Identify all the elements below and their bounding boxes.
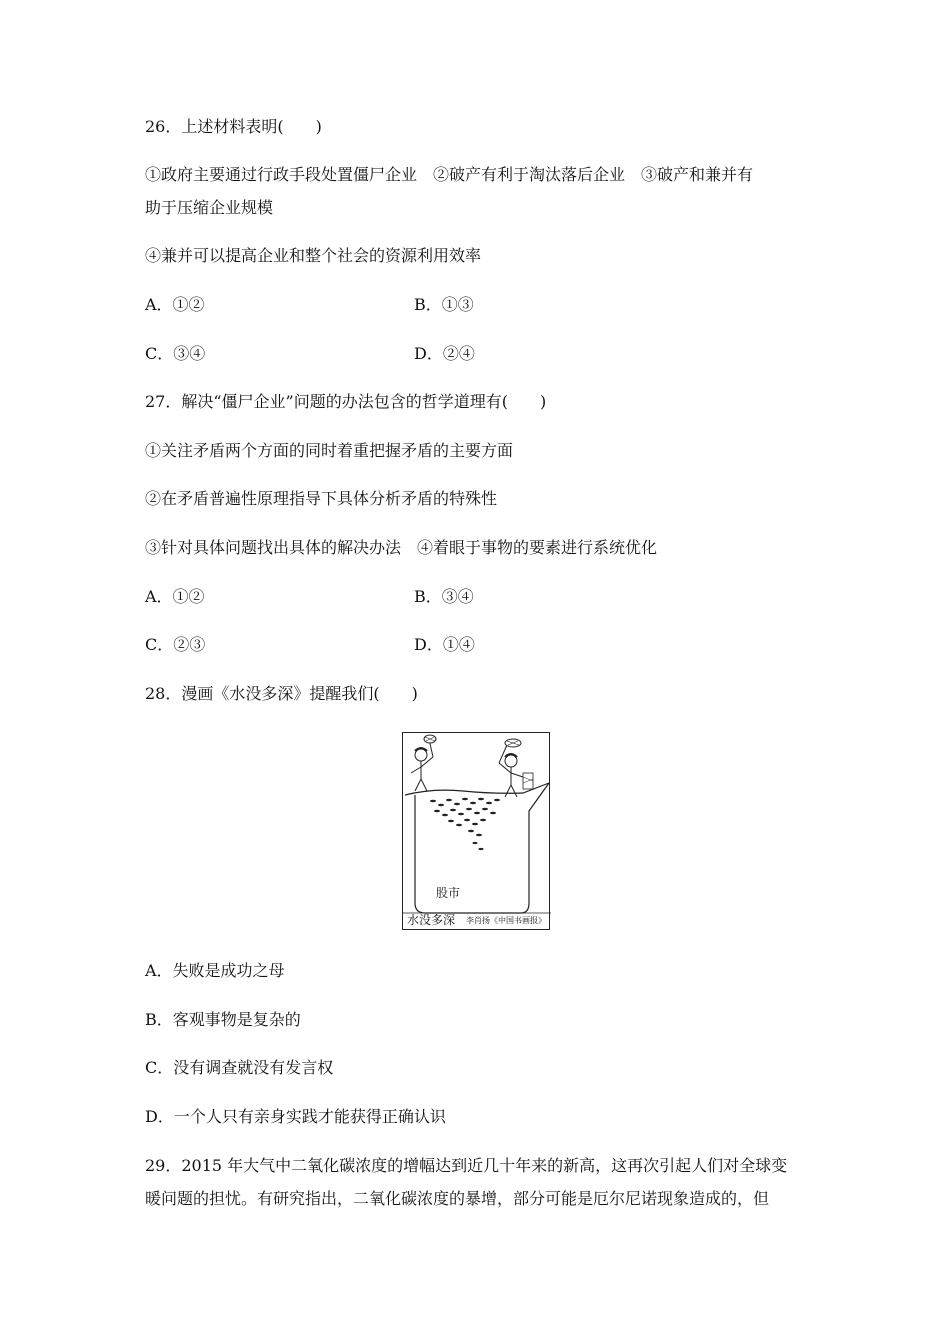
q26-option-a[interactable]: A．①② — [145, 295, 205, 314]
q28-option-b[interactable]: B．客观事物是复杂的 — [145, 1010, 301, 1029]
q27-option-b[interactable]: B．③④ — [414, 587, 474, 606]
q27-option-d[interactable]: D．①④ — [414, 635, 475, 654]
cartoon-drawing — [403, 733, 551, 931]
q26-statement-line-3: ④兼并可以提高企业和整个社会的资源利用效率 — [145, 246, 482, 265]
q26-option-c[interactable]: C．③④ — [145, 344, 206, 363]
q29-stem-line-2: 暖问题的担忧。有研究指出，二氧化碳浓度的暴增，部分可能是厄尔尼诺现象造成的，但 — [145, 1189, 770, 1208]
cartoon-credit: 李肖扬《中国书画报》 — [466, 916, 546, 925]
q28-option-c[interactable]: C．没有调查就没有发言权 — [145, 1058, 334, 1077]
left-person — [411, 735, 436, 791]
q27-stem: 27．解决“僵尸企业”问题的办法包含的哲学道理有( ) — [145, 392, 547, 411]
q26-option-b[interactable]: B．①③ — [414, 295, 474, 314]
q27-statement-line-2: ②在矛盾普遍性原理指导下具体分析矛盾的特殊性 — [145, 489, 498, 508]
q27-option-c[interactable]: C．②③ — [145, 635, 206, 654]
q27-statement-line-1: ①关注矛盾两个方面的同时着重把握矛盾的主要方面 — [145, 441, 514, 460]
q29-stem-line-1: 29．2015 年大气中二氧化碳浓度的增幅达到近几十年来的新高，这再次引起人们对全球变 — [145, 1156, 788, 1175]
fish-school — [430, 798, 500, 850]
q28-option-d[interactable]: D．一个人只有亲身实践才能获得正确认识 — [145, 1107, 446, 1126]
cartoon-title: 水没多深 — [407, 913, 456, 927]
q26-stem: 26．上述材料表明( ) — [145, 117, 322, 136]
cartoon-market-label: 股市 — [436, 886, 461, 900]
right-person — [499, 739, 533, 797]
q26-statement-line-2: 助于压缩企业规模 — [145, 198, 274, 217]
q26-option-d[interactable]: D．②④ — [414, 344, 475, 363]
q28-stem: 28．漫画《水没多深》提醒我们( ) — [145, 684, 418, 703]
q28-option-a[interactable]: A．失败是成功之母 — [145, 961, 285, 980]
q27-option-a[interactable]: A．①② — [145, 587, 205, 606]
q27-statement-line-3: ③针对具体问题找出具体的解决办法 ④着眼于事物的要素进行系统优化 — [145, 538, 658, 557]
cartoon-figure — [402, 732, 550, 930]
q26-statement-line-1: ①政府主要通过行政手段处置僵尸企业 ②破产有利于淘汰落后企业 ③破产和兼并有 — [145, 165, 754, 184]
